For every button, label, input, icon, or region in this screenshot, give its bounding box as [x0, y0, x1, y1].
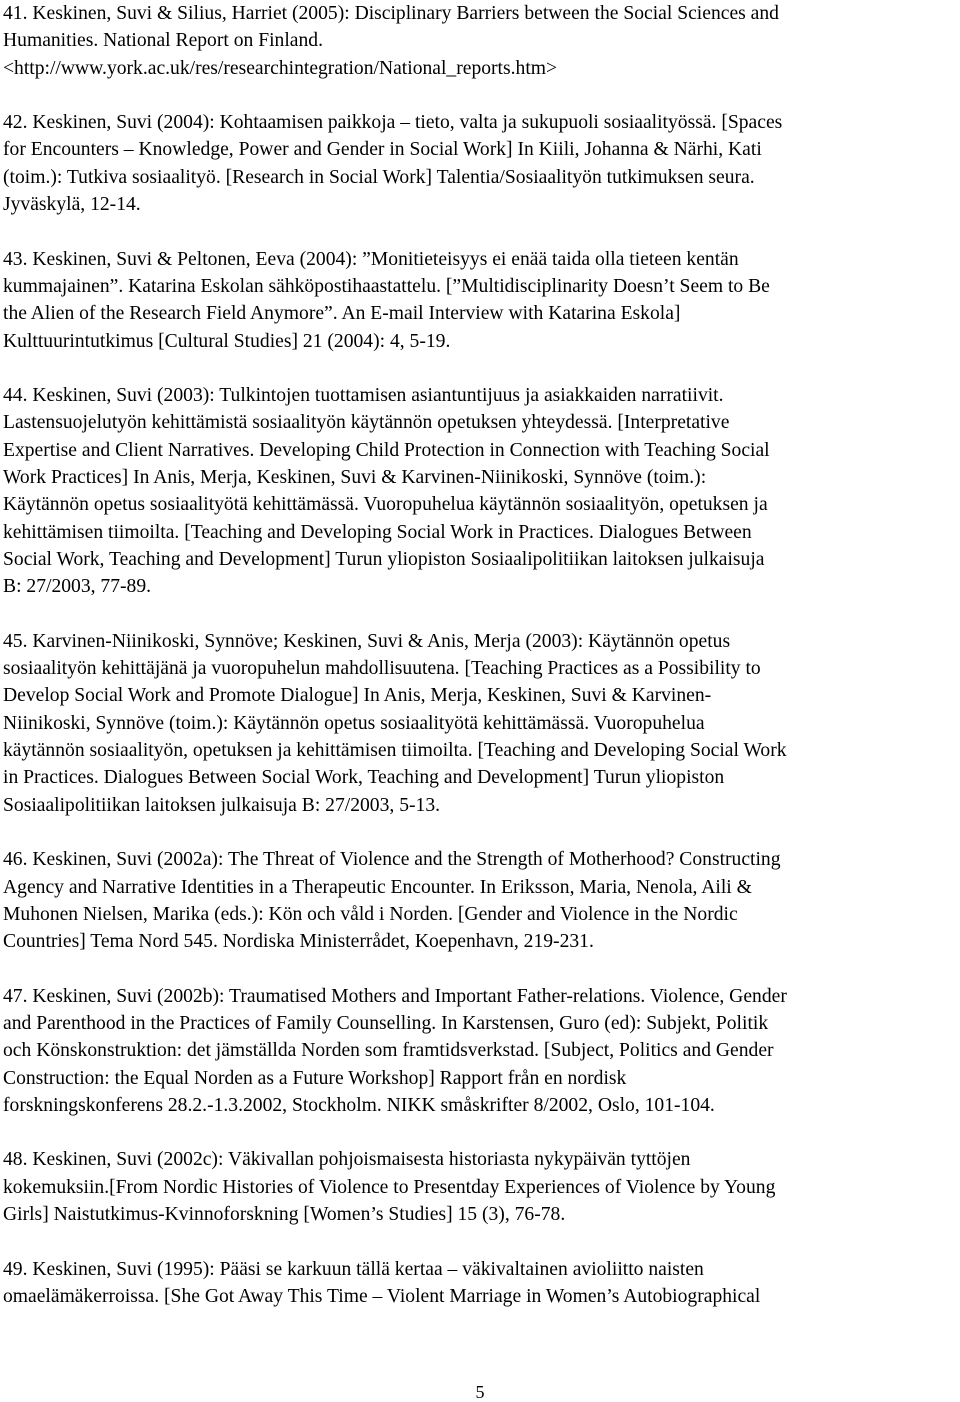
reference-46: 46. Keskinen, Suvi (2002a): The Threat of Violence and the Strength of Motherhood? Constructing Agency and Narrative Identities in a Therapeutic Encounter. In Eriksson, Maria, Nenola, Aili & Muhonen Nielsen, Marika (eds.): Kön och våld i Norden. [Gender and Violence in the Nordic Countries] Tema Nord 545. Nordiska Ministerrådet, Koepenhavn, 219-231.	[3, 849, 781, 953]
reference-49: 49. Keskinen, Suvi (1995): Pääsi se karkuun tällä kertaa – väkivaltainen avioliitto naisten omaelämäkerroissa. [She Got Away This Time – Violent Marriage in Women’s Autobiographical	[3, 1258, 761, 1307]
reference-42: 42. Keskinen, Suvi (2004): Kohtaamisen paikkoja – tieto, valta ja sukupuoli sosiaalityössä. [Spaces for Encounters – Knowledge, Power and Gender in Social Work] In Kiili, Johanna & Närhi, Kati (toim.): Tutkiva sosiaalityö. [Research in Social Work] Talentia/Sosiaalityön tutkimuksen seura. Jyväskylä, 12-14.	[3, 112, 783, 216]
reference-list	[3, 0, 950, 1310]
reference-43: 43. Keskinen, Suvi & Peltonen, Eeva (2004): ”Monitieteisyys ei enää taida olla tieteen kentän kummajainen”. Katarina Eskolan sähköpostihaastattelu. [”Multidisciplinarity Doesn’t Seem to Be the Alien of the Research Field Anymore”. An E-mail Interview with Katarina Eskola] Kulttuurintutkimus [Cultural Studies] 21 (2004): 4, 5-19.	[3, 248, 770, 352]
reference-45: 45. Karvinen-Niinikoski, Synnöve; Keskinen, Suvi & Anis, Merja (2003): Käytännön opetus sosiaalityön kehittäjänä ja vuoropuhelun mahdollisuutena. [Teaching Practices as a Possibility to Develop Social Work and Promote Dialogue] In Anis, Merja, Keskinen, Suvi & Karvinen- Niinikoski, Synnöve (toim.): Käytännön opetus sosiaalityötä kehittämässä. Vuoropuhelua käytännön sosiaalityön, opetuksen ja kehittämisen tiimoilta. [Teaching and Developing Social Work in Practices. Dialogues Between Social Work, Teaching and Development] Turun yliopiston Sosiaalipolitiikan laitoksen julkaisuja B: 27/2003, 5-13.	[3, 630, 787, 816]
reference-47: 47. Keskinen, Suvi (2002b): Traumatised Mothers and Important Father-relations. Violence, Gender and Parenthood in the Practices of Family Counselling. In Karstensen, Guro (ed): Subjekt, Politik och Könskonstruktion: det jämställda Norden som framtidsverkstad. [Subject, Politics and Gender Construction: the Equal Norden as a Future Workshop] Rapport från en nordisk forskningskonferens 28.2.-1.3.2002, Stockholm. NIKK småskrifter 8/2002, Oslo, 101-104.	[3, 985, 787, 1116]
reference-41: 41. Keskinen, Suvi & Silius, Harriet (2005): Disciplinary Barriers between the Social Sciences and Humanities. National Report on Finland. <http://www.york.ac.uk/res/researchintegration/National_reports.htm>	[3, 3, 779, 79]
reference-48: 48. Keskinen, Suvi (2002c): Väkivallan pohjoismaisesta historiasta nykypäivän tyttöjen kokemuksiin.[From Nordic Histories of Violence to Presentday Experiences of Violence by Young Girls] Naistutkimus-Kvinnoforskning [Women’s Studies] 15 (3), 76-78.	[3, 1149, 776, 1226]
page-number: 5	[475, 1382, 485, 1402]
reference-44: 44. Keskinen, Suvi (2003): Tulkintojen tuottamisen asiantuntijuus ja asiakkaiden narratiivit. Lastensuojelutyön kehittämistä sosiaalityön käytännön opetuksen yhteydessä. [Interpretative Expertise and Client Narratives. Developing Child Protection in Connection with Teaching Social Work Practices] In Anis, Merja, Keskinen, Suvi & Karvinen-Niinikoski, Synnöve (toim.): Käytännön opetus sosiaalityötä kehittämässä. Vuoropuhelua käytännön sosiaalityön, opetuksen ja kehittämisen tiimoilta. [Teaching and Developing Social Work in Practices. Dialogues Between Social Work, Teaching and Development] Turun yliopiston Sosiaalipolitiikan laitoksen julkaisuja B: 27/2003, 77-89.	[3, 385, 770, 598]
